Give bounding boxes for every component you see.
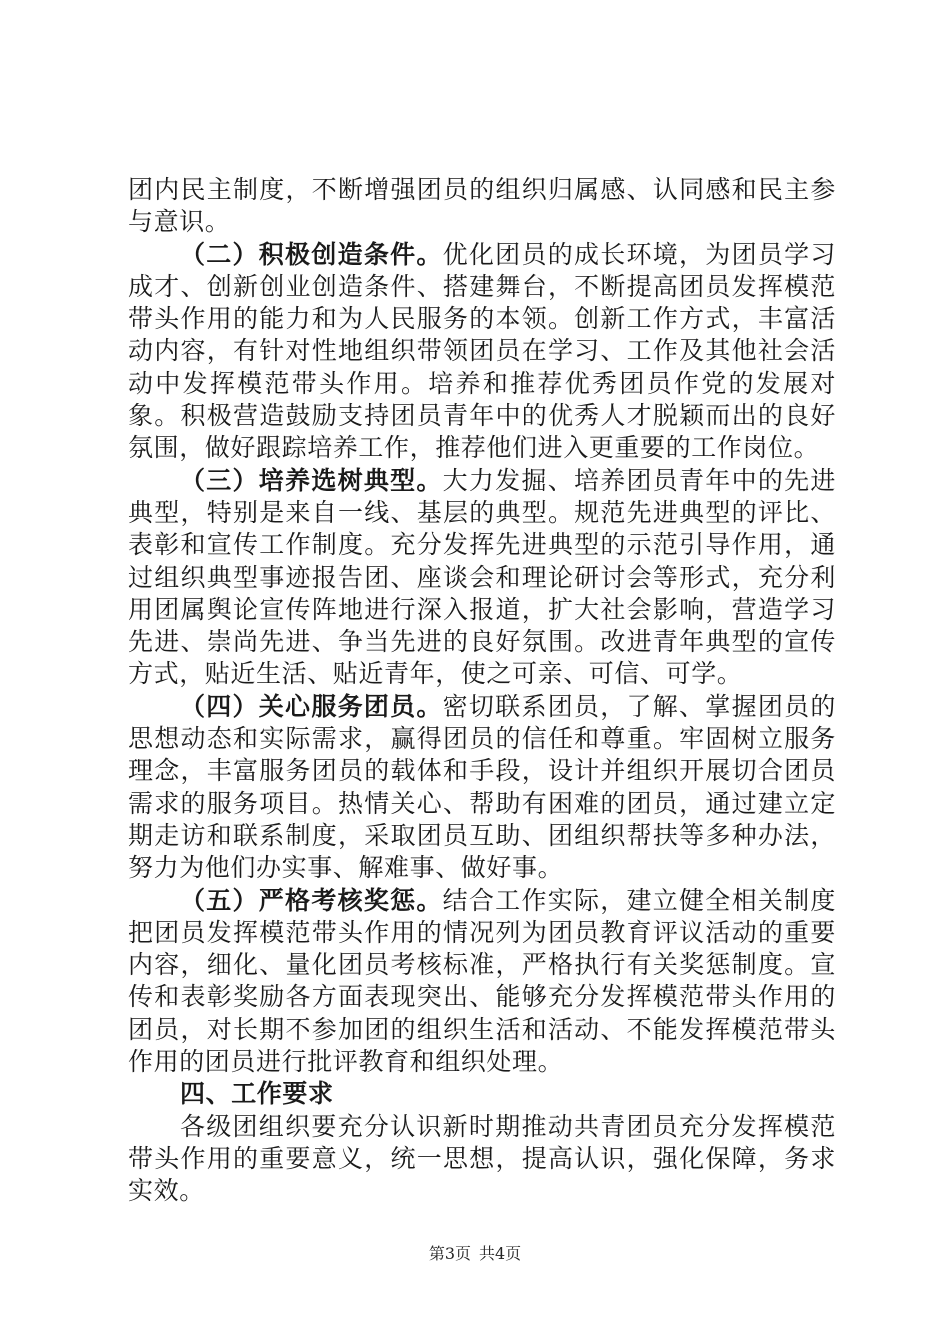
- paragraph-text: 优化团员的成长环境，为团员学习成才、创新创业创造条件、搭建舞台，不断提高团员发挥模范带头作用的能力和为人民服务的本领。创新工作方式，丰富活动内容，有针对性地组织带领团员在学习、工作及其他社会活动中发挥模范带头作用。培养和推荐优秀团员作党的发展对象。积极营造鼓励支持团员青年中的优秀人才脱颖而出的良好氛围，做好跟踪培养工作，推荐他们进入更重要的工作岗位。: [128, 239, 836, 463]
- paragraph-requirements: [128, 1111, 836, 1208]
- paragraph-section-4: [128, 691, 836, 885]
- paragraph-text: 各级团组织要充分认识新时期推动共青团员充分发挥模范带头作用的重要意义，统一思想，提高认识，强化保障，务求实效。: [128, 1111, 836, 1206]
- paragraph-section-5: [128, 885, 836, 1079]
- paragraph-text: 团内民主制度，不断增强团员的组织归属感、认同感和民主参与意识。: [128, 175, 836, 237]
- chapter-heading: [128, 1078, 836, 1110]
- page-total: 共4页: [479, 1244, 522, 1263]
- section-heading: （五）严格考核奖惩。: [180, 885, 443, 915]
- page-footer: [0, 1244, 950, 1264]
- heading-text: 四、工作要求: [180, 1079, 334, 1109]
- paragraph-text: 大力发掘、培养团员青年中的先进典型，特别是来自一线、基层的典型。规范先进典型的评比、表彰和宣传工作制度。充分发挥先进典型的示范引导作用，通过组织典型事迹报告团、座谈会和理论研讨会等形式，充分利用团属舆论宣传阵地进行深入报道，扩大社会影响，营造学习先进、崇尚先进、争当先进的良好氛围。改进青年典型的宣传方式，贴近生活、贴近青年，使之可亲、可信、可学。: [128, 465, 836, 689]
- section-heading: （三）培养选树典型。: [180, 465, 443, 495]
- page-number: 第3页: [428, 1244, 471, 1263]
- paragraph-text: 结合工作实际，建立健全相关制度把团员发挥模范带头作用的情况列为团员教育评议活动的重要内容，细化、量化团员考核标准，严格执行有关奖惩制度。宣传和表彰奖励各方面表现突出、能够充分发挥模范带头作用的团员，对长期不参加团的组织生活和活动、不能发挥模范带头作用的团员进行批评教育和组织处理。: [128, 885, 836, 1077]
- paragraph-section-3: [128, 465, 836, 691]
- paragraph-section-2: [128, 239, 836, 465]
- paragraph-text: 密切联系团员，了解、掌握团员的思想动态和实际需求，赢得团员的信任和尊重。牢固树立服务理念，丰富服务团员的载体和手段，设计并组织开展切合团员需求的服务项目。热情关心、帮助有困难的团员，通过建立定期走访和联系制度，采取团员互助、团组织帮扶等多种办法，努力为他们办实事、解难事、做好事。: [128, 691, 836, 883]
- section-heading: （二）积极创造条件。: [180, 239, 443, 269]
- document-body: [128, 174, 836, 1208]
- paragraph-continuation: [128, 174, 836, 239]
- section-heading: （四）关心服务团员。: [180, 691, 443, 721]
